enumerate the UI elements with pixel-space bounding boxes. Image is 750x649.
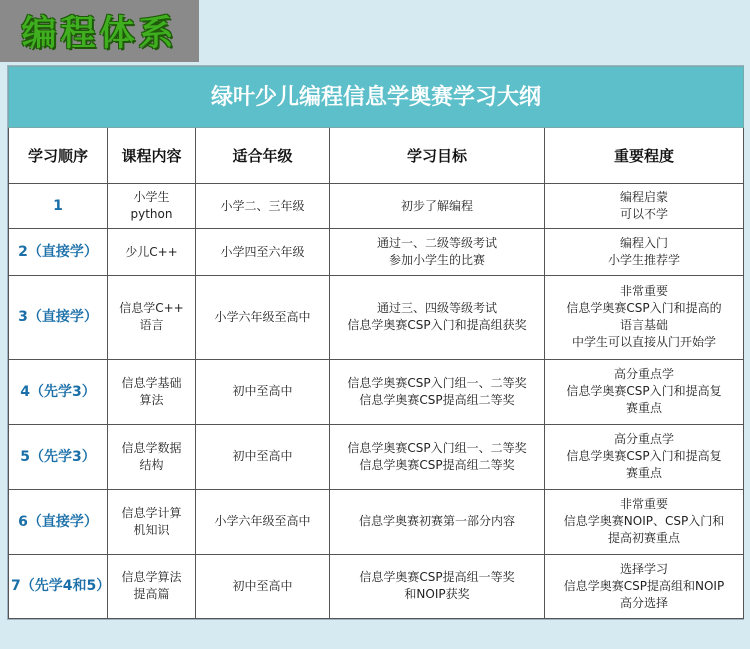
table-row — [9, 554, 744, 618]
cell-importance-line: 高分选择 — [620, 595, 669, 610]
cell-course-line: 小学生 — [133, 190, 170, 205]
header-order: 学习顺序 — [9, 128, 108, 184]
table-header-row — [9, 128, 744, 184]
cell-importance-line: 语言基础 — [620, 318, 669, 333]
cell-goal-line: 信息学奥赛CSP入门组一、二等奖 — [347, 375, 527, 390]
cell-order — [9, 554, 111, 618]
cell-goal-line: 通过三、四级等级考试 — [376, 301, 497, 316]
cell-goal-line: 通过一、二级等级考试 — [376, 236, 497, 251]
cell-importance-line: 信息学奥赛CSP提高组和NOIP — [563, 578, 725, 593]
cell-goal — [330, 359, 545, 424]
cell-goal — [330, 229, 545, 276]
cell-grade — [196, 276, 330, 359]
cell-order-text: 7（先学4和5） — [11, 578, 111, 595]
cell-importance — [545, 554, 744, 618]
cell-importance — [545, 229, 744, 276]
cell-order — [9, 276, 108, 359]
cell-importance-line: 编程启蒙 — [620, 190, 669, 205]
cell-goal — [330, 489, 545, 554]
cell-importance-line: 中学生可以直接从门开始学 — [572, 335, 717, 350]
cell-grade-line: 初中至高中 — [232, 578, 293, 593]
cell-grade-line: 初中至高中 — [232, 449, 293, 464]
cell-importance-line: 非常重要 — [620, 284, 669, 299]
cell-importance-line: 非常重要 — [620, 497, 669, 512]
cell-course-line: 机知识 — [133, 522, 170, 537]
cell-order-text: 6（直接学） — [18, 513, 98, 530]
cell-grade — [196, 554, 330, 618]
table-row — [9, 489, 744, 554]
cell-grade — [196, 229, 330, 276]
syllabus-table — [8, 66, 744, 619]
cell-course-line: python — [130, 207, 173, 222]
cell-importance-line: 提高初赛重点 — [608, 531, 681, 546]
cell-grade-line: 小学四至六年级 — [220, 244, 305, 259]
cell-course — [108, 489, 196, 554]
cell-course-line: 信息学算法 — [121, 570, 182, 585]
cell-course — [108, 554, 196, 618]
cell-order — [9, 424, 108, 489]
cell-importance — [545, 359, 744, 424]
cell-importance — [545, 184, 744, 229]
header-grade: 适合年级 — [196, 128, 330, 184]
cell-importance-line: 选择学习 — [620, 561, 669, 576]
cell-goal-line: 和NOIP获奖 — [404, 587, 470, 602]
cell-course-line: 信息学C++ — [119, 301, 184, 316]
cell-course-line: 信息学数据 — [121, 440, 182, 455]
cell-course-line: 少儿C++ — [125, 244, 178, 259]
cell-course — [108, 276, 196, 359]
cell-goal — [330, 424, 545, 489]
cell-course-line: 信息学计算 — [121, 505, 182, 520]
table-row — [9, 184, 744, 229]
cell-course-line: 提高篇 — [133, 587, 170, 602]
cell-course — [108, 184, 196, 229]
cell-course-line: 语言 — [139, 318, 164, 333]
cell-goal-line: 初步了解编程 — [400, 198, 473, 213]
cell-goal-line: 参加小学生的比赛 — [388, 253, 485, 268]
cell-course — [108, 229, 196, 276]
cell-importance-line: 可以不学 — [620, 207, 669, 222]
cell-course-line: 算法 — [139, 392, 164, 407]
cell-grade-line: 小学二、三年级 — [220, 198, 305, 213]
cell-goal — [330, 276, 545, 359]
cell-goal-line: 信息学奥赛初赛第一部分内容 — [358, 514, 515, 529]
cell-importance-line: 高分重点学 — [614, 367, 675, 382]
cell-order-text: 4（先学3） — [20, 383, 96, 400]
cell-importance-line: 编程入门 — [620, 236, 669, 251]
cell-importance — [545, 276, 744, 359]
cell-importance-line: 赛重点 — [626, 401, 663, 416]
cell-importance-line: 小学生推荐学 — [608, 253, 681, 268]
header-importance: 重要程度 — [545, 128, 744, 184]
cell-goal-line: 信息学奥赛CSP提高组二等奖 — [359, 457, 515, 472]
cell-course — [108, 359, 196, 424]
cell-order — [9, 359, 108, 424]
cell-importance — [545, 424, 744, 489]
cell-importance — [545, 489, 744, 554]
cell-goal — [330, 554, 545, 618]
cell-goal — [330, 184, 545, 229]
table-row — [9, 359, 744, 424]
cell-goal-line: 信息学奥赛CSP提高组二等奖 — [359, 392, 515, 407]
table-row — [9, 276, 744, 359]
cell-order — [9, 489, 108, 554]
cell-grade-line: 小学六年级至高中 — [214, 309, 311, 324]
cell-importance-line: 高分重点学 — [614, 432, 675, 447]
cell-order — [9, 229, 108, 276]
cell-grade — [196, 424, 330, 489]
cell-grade — [196, 359, 330, 424]
cell-importance-line: 信息学奥赛CSP入门和提高的 — [566, 301, 722, 316]
cell-grade-line: 初中至高中 — [232, 384, 293, 399]
header-goal: 学习目标 — [330, 128, 545, 184]
table-title-row — [9, 67, 744, 128]
cell-course-line: 结构 — [139, 457, 164, 472]
cell-order — [9, 184, 108, 229]
cell-goal-line: 信息学奥赛CSP提高组一等奖 — [359, 570, 515, 585]
cell-grade-line: 小学六年级至高中 — [214, 514, 311, 529]
cell-importance-line: 信息学奥赛NOIP、CSP入门和 — [563, 514, 725, 529]
cell-goal-line: 信息学奥赛CSP入门和提高组获奖 — [347, 318, 527, 333]
cell-order-text: 3（直接学） — [18, 309, 98, 326]
cell-course-line: 信息学基础 — [121, 375, 182, 390]
cell-importance-line: 信息学奥赛CSP入门和提高复 — [566, 384, 722, 399]
table-title: 绿叶少儿编程信息学奥赛学习大纲 — [9, 67, 744, 128]
cell-grade — [196, 184, 330, 229]
table-row — [9, 424, 744, 489]
cell-importance-line: 赛重点 — [626, 466, 663, 481]
cell-importance-line: 信息学奥赛CSP入门和提高复 — [566, 449, 722, 464]
table-row — [9, 229, 744, 276]
section-tag — [0, 0, 199, 62]
cell-order-text: 2（直接学） — [18, 244, 98, 261]
cell-order-text: 5（先学3） — [20, 448, 96, 465]
section-tag-text: 编程体系 — [21, 13, 178, 54]
cell-course — [108, 424, 196, 489]
cell-goal-line: 信息学奥赛CSP入门组一、二等奖 — [347, 440, 527, 455]
cell-order-text: 1 — [53, 198, 63, 215]
cell-grade — [196, 489, 330, 554]
header-course: 课程内容 — [108, 128, 196, 184]
